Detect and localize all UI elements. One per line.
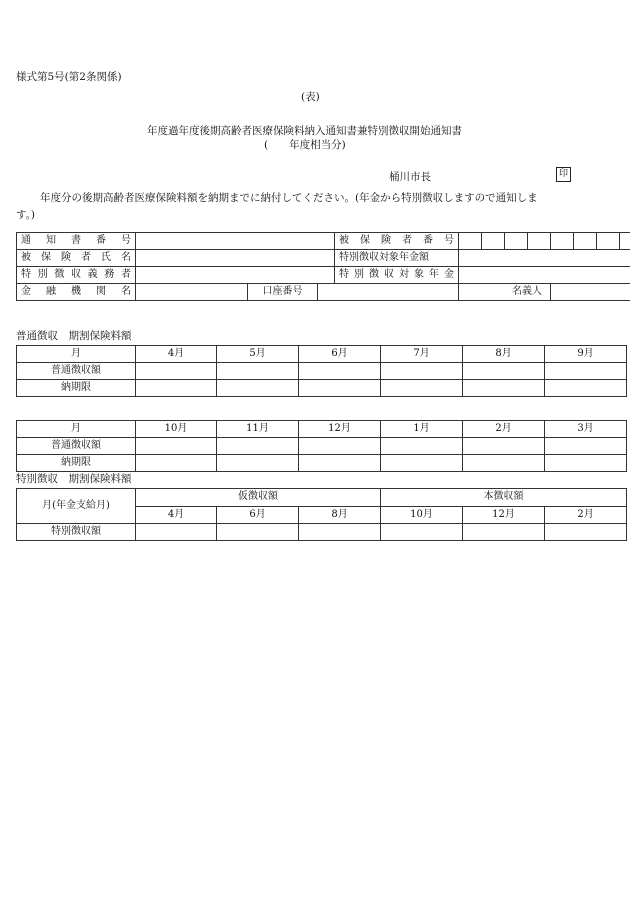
notice-text-line2: す。) bbox=[16, 209, 36, 221]
month-cell: 11月 bbox=[217, 421, 299, 438]
ordinary-due-row bbox=[17, 455, 627, 472]
ordinary-heading: 普通徴収 期割保険料額 bbox=[16, 330, 132, 342]
info-row-1 bbox=[17, 233, 630, 250]
pension-field bbox=[459, 267, 630, 284]
month-header: 月 bbox=[17, 421, 136, 438]
insured-no-digit bbox=[551, 233, 574, 250]
bank-field bbox=[136, 284, 248, 301]
ordinary-amount-row bbox=[17, 363, 627, 380]
info-table-grid bbox=[16, 232, 630, 301]
month-cell: 5月 bbox=[217, 346, 299, 363]
month-cell: 2月 bbox=[463, 421, 545, 438]
notice-no-label: 通知書番号 bbox=[17, 233, 136, 250]
notice-no-field bbox=[136, 233, 335, 250]
ordinary-table-1 bbox=[16, 345, 627, 397]
insured-no-digit bbox=[597, 233, 620, 250]
notice-text-line1: 年度分の後期高齢者医療保険料額を納期までに納付してください。(年金から特別徴収しますので通知しま bbox=[40, 192, 538, 204]
ordinary-month-row bbox=[17, 421, 627, 438]
insured-name-field bbox=[136, 250, 335, 267]
insured-no-digit bbox=[574, 233, 597, 250]
due-date-label: 納期限 bbox=[17, 455, 136, 472]
month-cell: 2月 bbox=[545, 506, 627, 524]
month-cell: 7月 bbox=[381, 346, 463, 363]
account-no-label: 口座番号 bbox=[248, 284, 318, 301]
insured-no-digit bbox=[482, 233, 505, 250]
form-number: 様式第5号(第2条関係) bbox=[16, 71, 122, 83]
ordinary-amount-label: 普通徴収額 bbox=[17, 438, 136, 455]
month-cell: 4月 bbox=[136, 506, 217, 524]
special-amount-row bbox=[17, 524, 627, 541]
ordinary-amount-row bbox=[17, 438, 627, 455]
month-cell: 9月 bbox=[545, 346, 627, 363]
month-cell: 6月 bbox=[299, 346, 381, 363]
obligor-label: 特別徴収義務者 bbox=[17, 267, 136, 284]
special-table bbox=[16, 488, 627, 541]
info-row-3 bbox=[17, 267, 630, 284]
seal-mark: 印 bbox=[556, 167, 571, 182]
month-cell: 8月 bbox=[299, 506, 381, 524]
special-group-row bbox=[17, 489, 627, 507]
info-row-2 bbox=[17, 250, 630, 267]
insured-no-digit bbox=[620, 233, 630, 250]
final-header: 本徴収額 bbox=[381, 489, 627, 507]
month-cell: 10月 bbox=[381, 506, 463, 524]
special-amount-label: 特別徴収額 bbox=[17, 524, 136, 541]
pension-label: 特別徴収対象年金 bbox=[335, 267, 459, 284]
bank-label: 金融機関名 bbox=[17, 284, 136, 301]
pension-amount-label: 特別徴収対象年金額 bbox=[335, 250, 459, 267]
ordinary-amount-label: 普通徴収額 bbox=[17, 363, 136, 380]
pension-month-label: 月(年金支給月) bbox=[17, 489, 136, 524]
month-cell: 12月 bbox=[299, 421, 381, 438]
insured-no-label: 被保険者番号 bbox=[335, 233, 459, 250]
mayor-label: 桶川市長 bbox=[389, 171, 431, 183]
month-cell: 6月 bbox=[217, 506, 299, 524]
ordinary-table-2 bbox=[16, 420, 627, 472]
provisional-header: 仮徴収額 bbox=[136, 489, 381, 507]
account-no-field bbox=[318, 284, 459, 301]
insured-no-digit bbox=[505, 233, 528, 250]
due-date-label: 納期限 bbox=[17, 380, 136, 397]
insured-no-digit bbox=[459, 233, 482, 250]
pension-amount-field bbox=[459, 250, 630, 267]
month-cell: 12月 bbox=[463, 506, 545, 524]
insured-name-label: 被保険者氏名 bbox=[17, 250, 136, 267]
document-title: 年度過年度後期高齢者医療保険料納入通知書兼特別徴収開始通知書 bbox=[147, 125, 462, 137]
holder-field bbox=[551, 284, 630, 301]
month-cell: 3月 bbox=[545, 421, 627, 438]
ordinary-month-row bbox=[17, 346, 627, 363]
month-cell: 10月 bbox=[136, 421, 217, 438]
holder-label: 名義人 bbox=[459, 284, 551, 301]
month-cell: 1月 bbox=[381, 421, 463, 438]
info-row-4 bbox=[17, 284, 630, 301]
insured-no-digit bbox=[528, 233, 551, 250]
side-label: (表) bbox=[301, 91, 320, 103]
fiscal-year-note: ( 年度相当分) bbox=[264, 139, 346, 151]
month-cell: 4月 bbox=[136, 346, 217, 363]
special-heading: 特別徴収 期割保険料額 bbox=[16, 473, 132, 485]
month-header: 月 bbox=[17, 346, 136, 363]
month-cell: 8月 bbox=[463, 346, 545, 363]
ordinary-due-row bbox=[17, 380, 627, 397]
obligor-field bbox=[136, 267, 335, 284]
